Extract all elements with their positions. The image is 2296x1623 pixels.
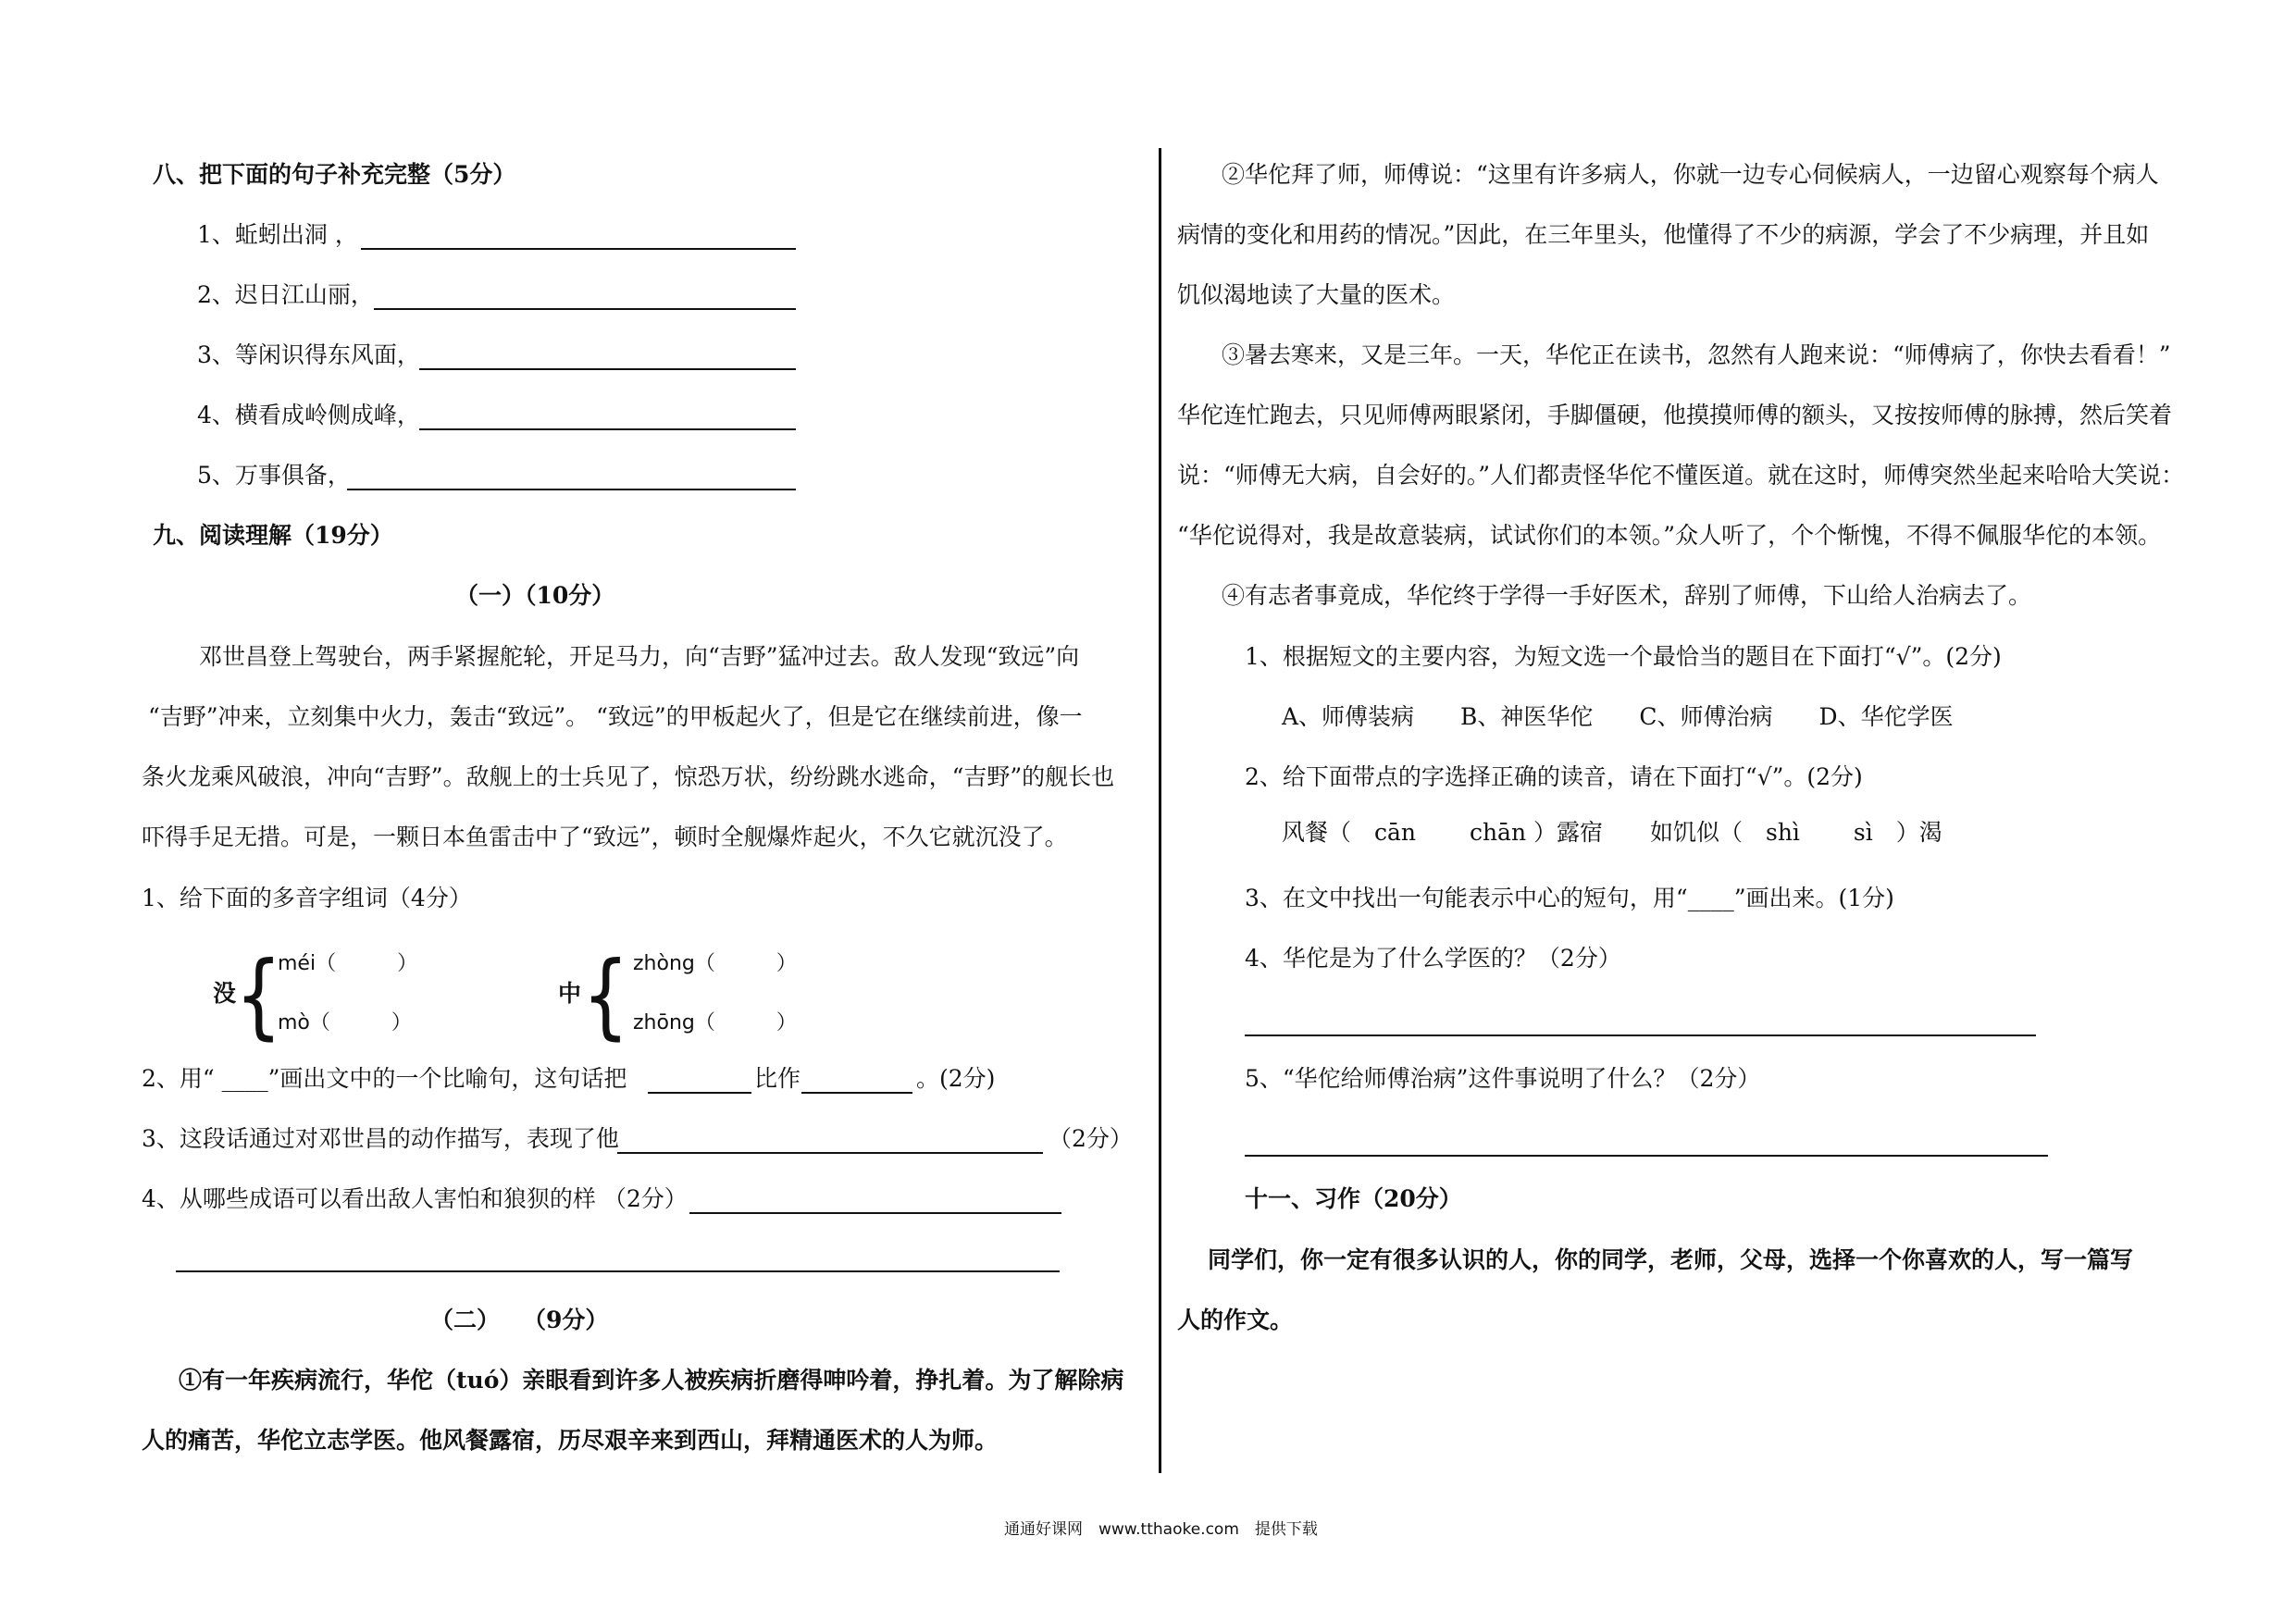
right-passage-line-3: 饥似渴地读了大量的医术。	[1177, 281, 1456, 308]
passage2-line-1: ①有一年疾病流行，华佗（tuó）亲眼看到许多人被疾病折磨得呻吟着，挣扎着。为了解除病	[179, 1367, 1124, 1394]
polyphone-reading-1a[interactable]: méi（ ）	[278, 952, 418, 975]
essay-prompt-line-2: 人的作文。	[1177, 1307, 1294, 1333]
question-2-b: 比作	[754, 1065, 801, 1092]
q4-answer-line-2[interactable]	[176, 1270, 1060, 1272]
right-passage-line-6: 说：“师傅无大病，自会好的。”人们都责怪华佗不懂医道。就在这时，师傅突然坐起来哈哈大笑说：	[1177, 462, 2185, 489]
right-question-2-pron-1[interactable]: 风餐（ cān chān ）露宿	[1282, 819, 1604, 846]
sec8-item-4: 4、横看成岭侧成峰，	[197, 402, 420, 428]
part-2-title: （二） （9分）	[430, 1307, 609, 1333]
q4-answer-line-1[interactable]	[689, 1212, 1061, 1214]
brace-icon: {	[582, 941, 629, 1049]
right-question-1-options[interactable]: A、师傅装病 B、神医华佗 C、师傅治病 D、华佗学医	[1282, 703, 1954, 730]
question-2-a: 2、用“ ____”画出文中的一个比喻句，这句话把	[142, 1065, 627, 1092]
page-footer: 通通好课网 www.tthaoke.com 提供下载	[1004, 1520, 1318, 1539]
section-9-title: 九、阅读理解（19分）	[153, 522, 393, 549]
question-2-c: 。(2分)	[916, 1065, 996, 1092]
passage2-line-2: 人的痛苦，华佗立志学医。他风餐露宿，历尽艰辛来到西山，拜精通医术的人为师。	[142, 1427, 999, 1454]
right-question-4: 4、华佗是为了什么学医的？（2分）	[1245, 945, 1621, 972]
sec8-item-1: 1、蚯蚓出洞 ，	[197, 221, 358, 248]
question-3: 3、这段话通过对邓世昌的动作描写，表现了他	[142, 1125, 619, 1152]
question-4: 4、从哪些成语可以看出敌人害怕和狼狈的样 （2分）	[142, 1185, 688, 1212]
right-question-2-pron-2[interactable]: 如饥似（ shì sì ）渴	[1650, 819, 1942, 846]
essay-prompt-line-1: 同学们，你一定有很多认识的人，你的同学，老师，父母，选择一个你喜欢的人，写一篇写	[1208, 1246, 2134, 1273]
polyphone-reading-2b[interactable]: zhōng（ ）	[633, 1011, 797, 1035]
sec8-answer-line-4[interactable]	[419, 428, 796, 430]
right-passage-line-4: ③暑去寒来，又是三年。一天，华佗正在读书，忽然有人跑来说：“师傅病了，你快去看看！”	[1222, 341, 2171, 368]
polyphone-reading-2a[interactable]: zhòng（ ）	[633, 952, 797, 975]
question-3-score: （2分）	[1049, 1125, 1133, 1152]
q2-answer-line-2[interactable]	[801, 1092, 912, 1094]
right-passage-line-5: 华佗连忙跑去，只见师傅两眼紧闭，手脚僵硬，他摸摸师傅的额头，又按按师傅的脉搏，然后笑着	[1177, 402, 2173, 428]
right-passage-line-1: ②华佗拜了师，师傅说：“这里有许多病人，你就一边专心伺候病人，一边留心观察每个病人	[1222, 161, 2159, 188]
right-q5-answer-line[interactable]	[1245, 1155, 2048, 1157]
polyphone-reading-1b[interactable]: mò（ ）	[278, 1011, 412, 1035]
passage1-line-3: 条火龙乘风破浪，冲向“吉野”。敌舰上的士兵见了，惊恐万状，纷纷跳水逃命，“吉野”的舰长也	[142, 763, 1115, 790]
right-question-3: 3、在文中找出一句能表示中心的短句，用“____”画出来。(1分)	[1245, 885, 1894, 911]
brace-icon: {	[235, 941, 282, 1049]
passage1-line-2: “吉野”冲来，立刻集中火力，轰击“致远”。 “致远”的甲板起火了，但是它在继续前进，像一	[148, 703, 1083, 730]
q2-answer-line-1[interactable]	[648, 1092, 751, 1094]
section-8-title: 八、把下面的句子补充完整（5分）	[153, 161, 516, 188]
passage1-line-4: 吓得手足无措。可是，一颗日本鱼雷击中了“致远”，顿时全舰爆炸起火，不久它就沉没了。	[142, 824, 1068, 850]
question-1: 1、给下面的多音字组词（4分）	[142, 885, 472, 911]
polyphone-char-1: 没	[213, 980, 237, 1007]
passage1-line-1: 邓世昌登上驾驶台，两手紧握舵轮，开足马力，向“吉野”猛冲过去。敌人发现“致远”向	[199, 643, 1080, 670]
sec8-answer-line-1[interactable]	[361, 248, 796, 250]
sec8-answer-line-3[interactable]	[419, 368, 796, 370]
right-passage-line-8: ④有志者事竟成，华佗终于学得一手好医术，辞别了师傅，下山给人治病去了。	[1222, 582, 2032, 609]
sec8-item-3: 3、等闲识得东风面，	[197, 341, 420, 368]
section-11-title: 十一、习作（20分）	[1245, 1185, 1462, 1212]
polyphone-char-2: 中	[558, 980, 582, 1007]
sec8-item-2: 2、迟日江山丽，	[197, 281, 374, 308]
column-divider	[1159, 148, 1161, 1473]
part-1-title: （一）（10分）	[455, 582, 615, 609]
right-question-2: 2、给下面带点的字选择正确的读音，请在下面打“√”。(2分)	[1245, 763, 1863, 790]
right-q4-answer-line[interactable]	[1245, 1035, 2036, 1036]
sec8-answer-line-2[interactable]	[374, 308, 796, 310]
sec8-item-5: 5、万事俱备，	[197, 462, 351, 489]
right-passage-line-7: “华佗说得对，我是故意装病，试试你们的本领。”众人听了，个个惭愧，不得不佩服华佗的本领。	[1177, 522, 2162, 549]
sec8-answer-line-5[interactable]	[347, 489, 796, 490]
right-passage-line-2: 病情的变化和用药的情况。”因此，在三年里头，他懂得了不少的病源，学会了不少病理，并且如	[1177, 221, 2150, 248]
q3-answer-line[interactable]	[617, 1152, 1043, 1154]
right-question-1: 1、根据短文的主要内容，为短文选一个最恰当的题目在下面打“√”。(2分)	[1245, 643, 2002, 670]
right-question-5: 5、“华佗给师傅治病”这件事说明了什么？（2分）	[1245, 1065, 1761, 1092]
